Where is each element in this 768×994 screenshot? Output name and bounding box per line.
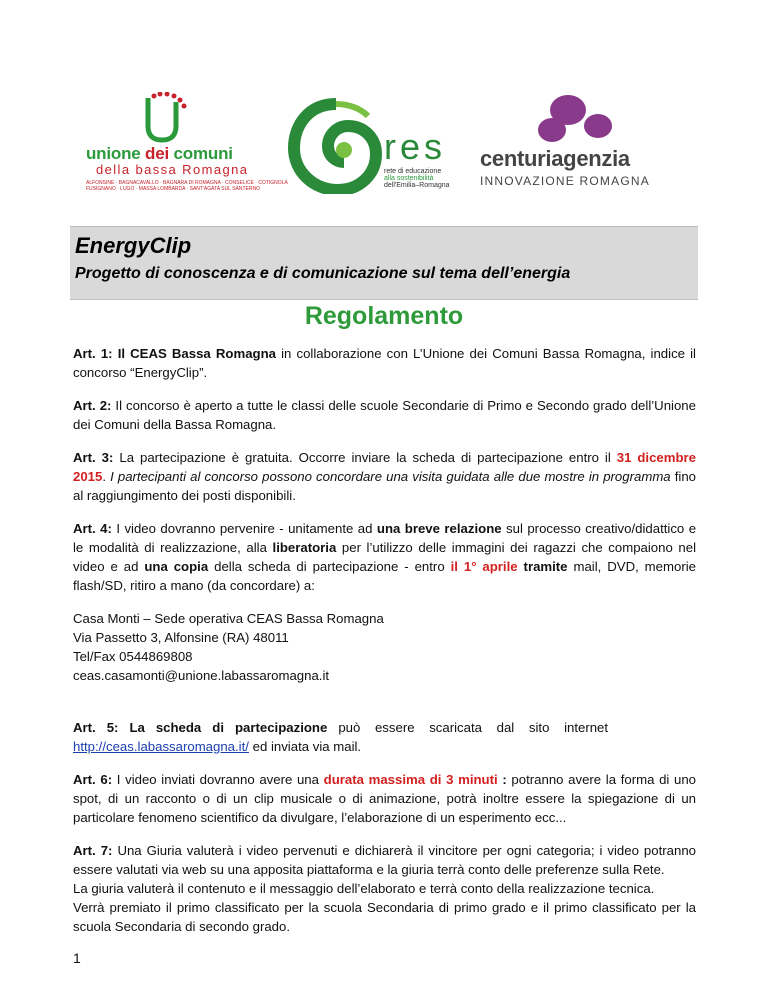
logos-row: [70, 88, 698, 198]
res-tagline: rete di educazione alla sostenibilità dell'Emilia–Romagna: [384, 168, 450, 189]
unione-comuni-logo: [78, 92, 288, 192]
unione-towns: ALFONSINE · BAGNACAVALLO · BAGNARA DI ROMAGNA · CONSELICE · COTIGNOLA FUSIGNANO · LUGO · MASSA LOMBARDA · SANT'AGATA SUL SANTERNO: [86, 180, 288, 192]
spiral-shell-icon: [288, 96, 384, 194]
res-wordmark: res: [384, 126, 447, 167]
articles-body: [73, 344, 696, 936]
centuriagenzia-logo: [480, 92, 698, 192]
centuriagenzia-wordmark: centuriagenzia: [480, 146, 630, 171]
unione-subtitle: della bassa Romagna: [96, 162, 249, 177]
article-3: Art. 3: La partecipazione è gratuita. Occorre inviare la scheda di partecipazione entro il 31 dicembre 2015. I partecipanti al concorso possono concordare una visita guidata alle due mostre in programma fino al raggiungimento dei posti disponibili.: [73, 450, 697, 503]
address-line: Casa Monti – Sede operativa CEAS Bassa Romagna: [73, 611, 384, 626]
res-logo: [288, 96, 454, 194]
article-4: Art. 4: I video dovranno pervenire - unitamente ad una breve relazione sul processo creativo/didattico e le modalità di realizzazione, alla liberatoria per l’utilizzo delle immagini dei ragazzi che compaiono nel video e ad una copia della scheda di partecipazione - entro il 1° aprile tramite mail, DVD, memorie flash/SD, ritiro a mano (da concordare) a:: [73, 521, 697, 593]
article-6: Art. 6: I video inviati dovranno avere una durata massima di 3 minuti : potranno avere la forma di uno spot, di un racconto o di un clip musicale o di animazione, potrà inoltre essere la spiegazione di un particolare fenomeno scientifico da divulgare, l’elaborazione di un esperimento ecc...: [73, 772, 697, 825]
document-subtitle: Progetto di conoscenza e di comunicazione sul tema dell’energia: [75, 265, 571, 282]
article-5: Art. 5: La scheda di partecipazione può essere scaricata dal sito internet http://ceas.labassaromagna.it/ ed inviata via mail.: [73, 720, 609, 754]
article-1: Art. 1: Il CEAS Bassa Romagna in collaborazione con L’Unione dei Comuni Bassa Romagna, indice il concorso “EnergyClip”.: [73, 346, 696, 380]
address-email: ceas.casamonti@unione.labassaromagna.it: [73, 668, 330, 683]
article-2: Art. 2: Il concorso è aperto a tutte le classi delle scuole Secondarie di Primo e Secondo grado dell’Unione dei Comuni della Bassa Romagna.: [73, 398, 696, 432]
centuriagenzia-subtitle: INNOVAZIONE ROMAGNA: [480, 174, 650, 188]
address-line: Via Passetto 3, Alfonsine (RA) 48011: [73, 630, 289, 645]
unione-u-icon: [78, 92, 278, 152]
regolamento-heading: Regolamento: [304, 302, 464, 330]
header-banner: [70, 226, 698, 300]
page-number: 1: [73, 950, 81, 966]
address-phone: Tel/Fax 0544869808: [73, 649, 193, 664]
document-title: EnergyClip: [75, 233, 192, 258]
website-link[interactable]: http://ceas.labassaromagna.it/: [73, 739, 249, 754]
article-7: Art. 7: Una Giuria valuterà i video pervenuti e dichiarerà il vincitore per ogni categoria; i video potranno essere valutati via web su una apposita piattaforma e la giuria terrà conto delle preferenze sulla Rete. La giuria valuterà il contenuto e il messaggio dell’elaborato e terrà conto della realizzazione tecnica. Verrà premiato il primo classificato per la scuola Secondaria di primo grado e il primo classificato per la scuola Secondaria di secondo grado.: [73, 843, 696, 934]
petals-icon: [480, 92, 698, 144]
address-block: [73, 609, 696, 685]
unione-title: unione dei comuni: [86, 144, 233, 163]
